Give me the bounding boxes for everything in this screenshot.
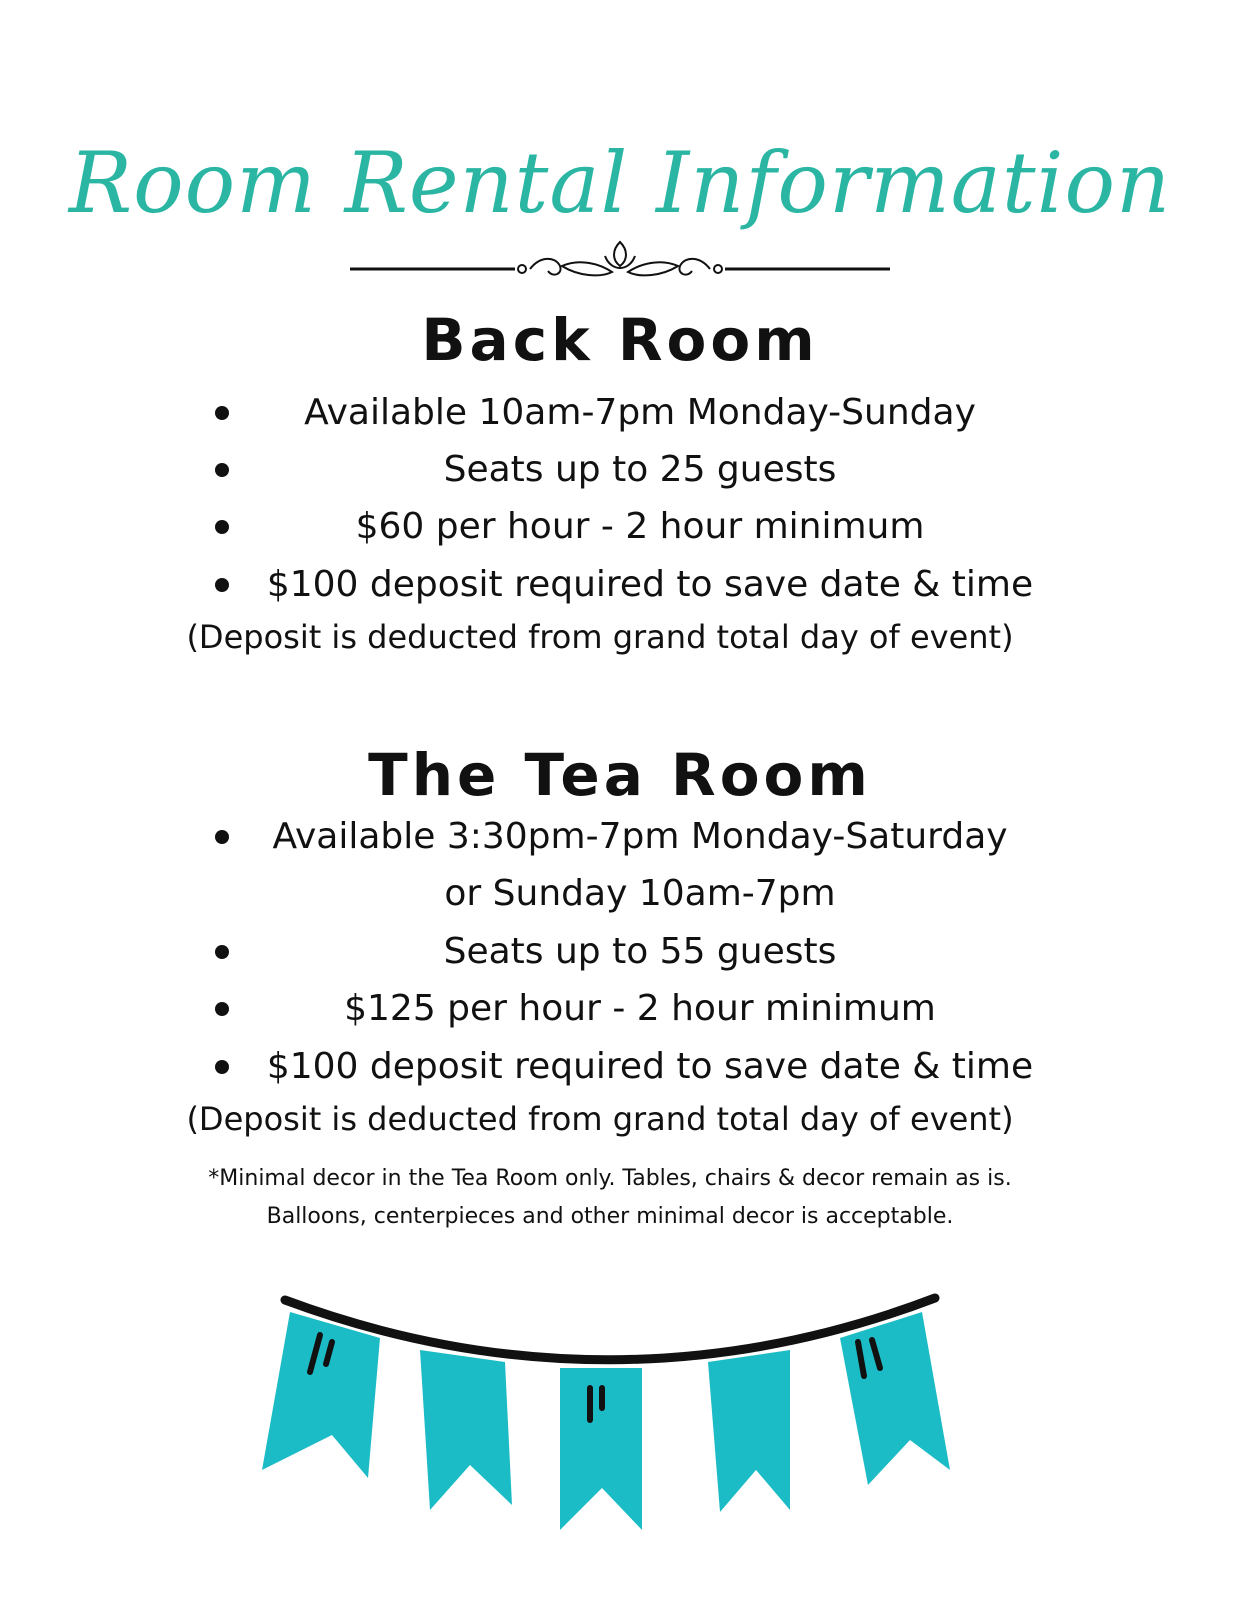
list-item-text: Available 10am-7pm Monday-Sunday [304,392,976,433]
bunting-banner-icon [250,1280,970,1540]
decor-footnote-line-1: *Minimal decor in the Tea Room only. Tables, chairs & decor remain as is. [208,1166,1012,1191]
decor-footnote-line-2: Balloons, centerpieces and other minimal decor is acceptable. [266,1204,954,1229]
tea-room-heading: The Tea Room [368,741,872,809]
list-item-text: or Sunday 10am-7pm [444,873,836,914]
deposit-note: (Deposit is deducted from grand total day of event) [186,618,1014,656]
list-item [0,498,1240,556]
list-item-text: $100 deposit required to save date & time [266,564,1034,605]
list-item-text: $100 deposit required to save date & time [266,1046,1034,1087]
page-title: Room Rental Information [68,134,1172,232]
list-item [0,441,1240,499]
list-item-continuation [0,865,1240,923]
list-item [0,980,1240,1038]
list-item-text: Seats up to 25 guests [443,449,837,490]
list-item [0,384,1240,442]
list-item-text: Seats up to 55 guests [443,931,837,972]
deposit-note: (Deposit is deducted from grand total day of event) [186,1100,1014,1138]
list-item-text: $125 per hour - 2 hour minimum [344,988,936,1029]
ornamental-divider-icon [350,236,890,284]
list-item [0,808,1240,866]
list-item [0,1038,1240,1096]
list-item [0,556,1240,614]
back-room-heading: Back Room [421,306,819,374]
list-item-text: Available 3:30pm-7pm Monday-Saturday [272,816,1008,857]
list-item-text: $60 per hour - 2 hour minimum [355,506,925,547]
list-item [0,923,1240,981]
